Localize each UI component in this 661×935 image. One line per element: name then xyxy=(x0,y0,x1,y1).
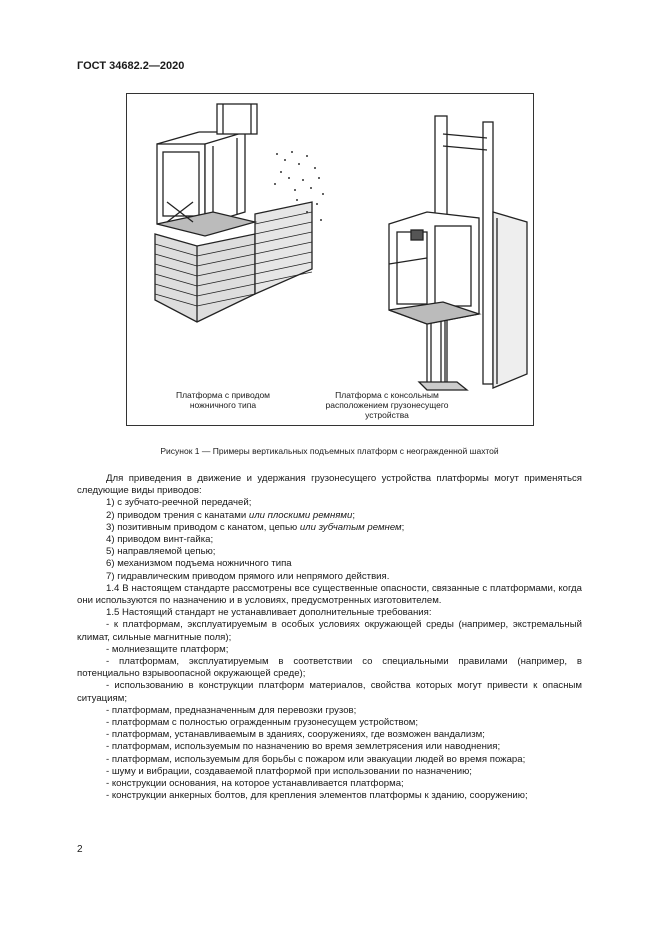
scissor-platform-drawing xyxy=(155,104,324,322)
platform-illustrations xyxy=(127,94,535,427)
drive-item: 3) позитивным приводом с канатом, цепью или зубчатым ремнем; xyxy=(106,521,405,533)
drive-item: 5) направляемой цепью; xyxy=(106,546,216,558)
drive-item: 2) приводом трения с канатами или плоскими ремнями; xyxy=(106,509,356,521)
document-body xyxy=(77,473,582,802)
requirement-item: - платформам, используемым для борьбы с пожаром или эвакуации людей во время пожара; xyxy=(106,753,526,765)
figure-label-right: Платформа с консольным расположением грузонесущего устройства xyxy=(325,390,449,420)
requirement-item: - шуму и вибрации, создаваемой платформой при использовании по назначению; xyxy=(106,765,472,777)
requirement-item: - конструкции основания, на которое устанавливается платформа; xyxy=(106,778,404,790)
figure-caption: Рисунок 1 — Примеры вертикальных подъемных платформ с неогражденной шахтой xyxy=(160,446,499,456)
requirement-item: - платформам, эксплуатируемым в соответствии со специальными правилами (например, в потенциально взрывоопасной окружающей среде); xyxy=(77,656,582,680)
intro-paragraph: Для приведения в движение и удержания грузонесущего устройства платформы могут применяться следующие виды приводов: xyxy=(77,473,582,497)
drive-item: 1) с зубчато-реечной передачей; xyxy=(106,497,252,509)
drive-item: 6) механизмом подъема ножничного типа xyxy=(106,558,292,570)
drive-item: 4) приводом винт-гайка; xyxy=(106,534,214,546)
requirement-item: - молниезащите платформ; xyxy=(106,643,229,655)
cantilever-platform-drawing xyxy=(389,116,527,390)
requirement-item: - платформам, предназначенным для перевозки грузов; xyxy=(106,704,357,716)
requirement-item: - конструкции анкерных болтов, для крепления элементов платформы к зданию, сооружению; xyxy=(106,790,528,802)
section-1-5: 1.5 Настоящий стандарт не устанавливает дополнительные требования: xyxy=(106,607,432,619)
requirement-item: - использованию в конструкции платформ материалов, свойства которых могут привести к опасным ситуациям; xyxy=(77,680,582,704)
requirement-item: - к платформам, эксплуатируемым в особых условиях окружающей среды (например, экстремальный климат, сильные магнитные поля); xyxy=(77,619,582,643)
section-1-4: 1.4 В настоящем стандарте рассмотрены все существенные опасности, связанные с платформами, когда они используются по назначению и в условиях, предусмотренных изготовителем. xyxy=(77,582,582,607)
drive-item: 7) гидравлическим приводом прямого или непрямого действия. xyxy=(106,570,390,582)
requirement-item: - платформам, используемым по назначению во время землетрясения или наводнения; xyxy=(106,741,501,753)
document-header: ГОСТ 34682.2—2020 xyxy=(77,60,185,72)
figure-label-left: Платформа с приводом ножничного типа xyxy=(175,390,271,410)
requirement-item: - платформам, устанавливаемым в зданиях, сооружениях, где возможен вандализм; xyxy=(106,729,485,741)
figure-frame xyxy=(126,93,534,426)
requirement-item: - платформам с полностью огражденным грузонесущем устройством; xyxy=(106,717,419,729)
page-number: 2 xyxy=(77,844,83,855)
